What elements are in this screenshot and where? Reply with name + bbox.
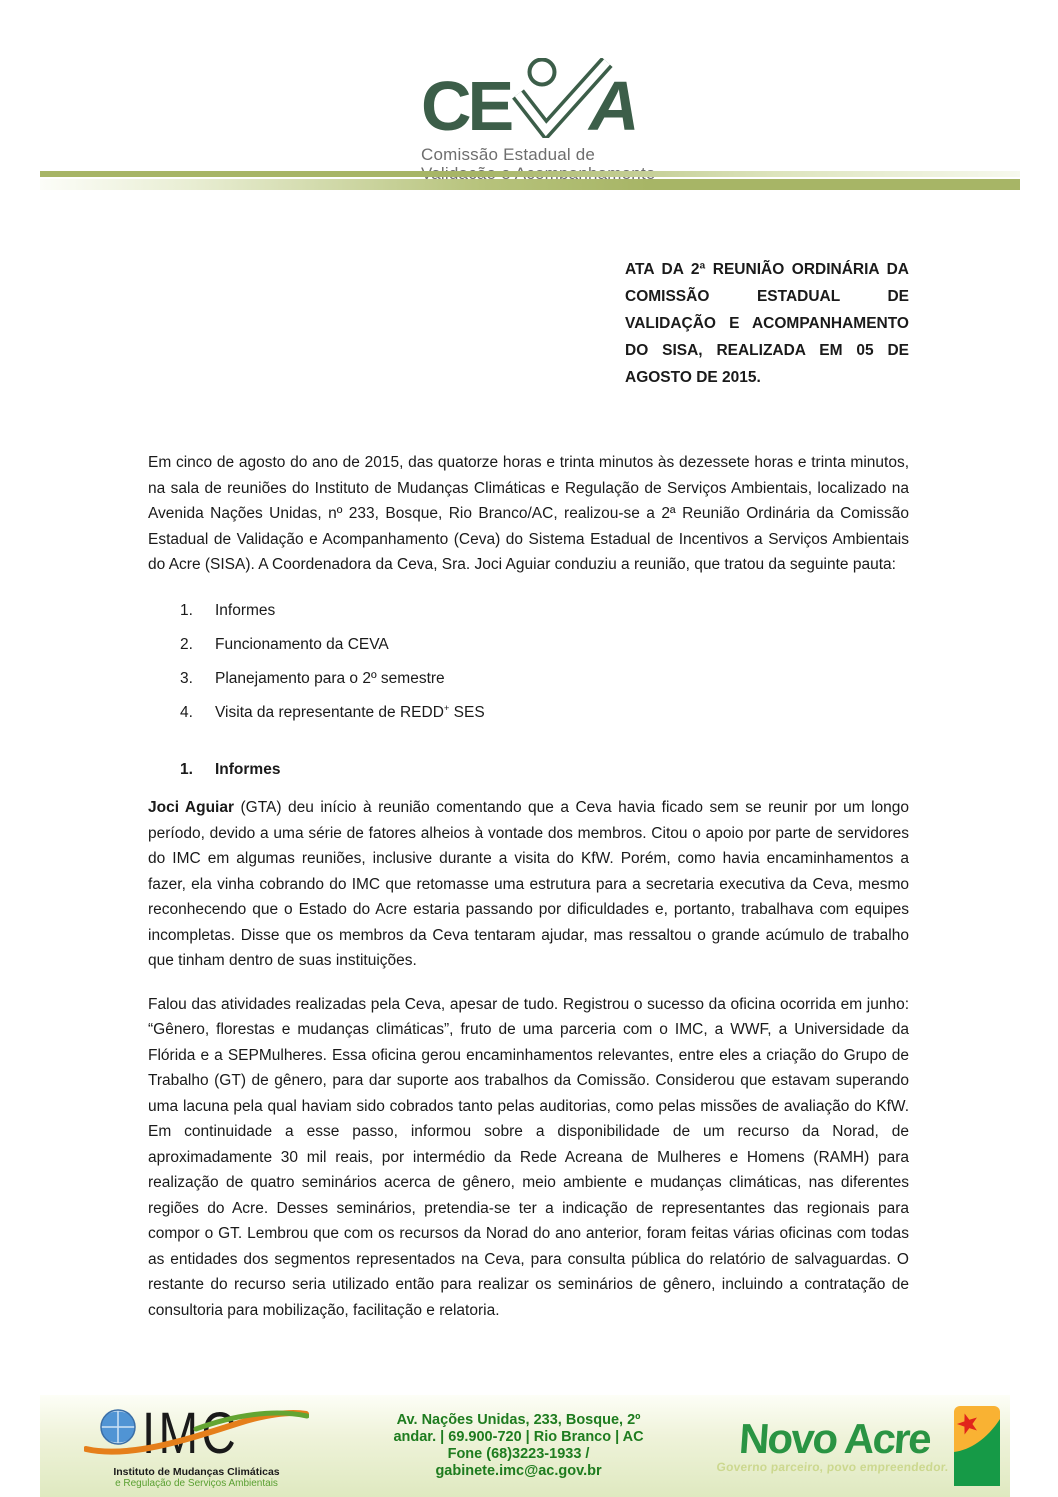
speaker-name: Joci Aguiar	[148, 799, 235, 816]
footer-address	[319, 1412, 718, 1480]
novo-acre-wordmark	[716, 1414, 952, 1474]
page-footer	[40, 1395, 1010, 1497]
address-line-1: Av. Nações Unidas, 233, Bosque, 2º	[396, 1412, 641, 1428]
novo-acre-name: Novo Acre	[737, 1414, 932, 1462]
divider-strip-bottom	[40, 179, 1020, 190]
imc-logo	[74, 1403, 319, 1490]
intro-paragraph: Em cinco de agosto do ano de 2015, das quatorze horas e trinta minutos às dezessete horas e trinta minutos, na sala de reuniões do Instituto de Mudanças Climáticas e Regulação de Serviços Ambientais, localizado na Avenida Nações Unidas, nº 233, Bosque, Rio Branco/AC, realizou-se a 2ª Reunião Ordinária da Comissão Estadual de Validação e Acompanhamento (Ceva) do Sistema Estadual de Incentivos a Serviços Ambientais do Acre (SISA). A Coordenadora da Ceva, Sra. Joci Aguiar conduziu a reunião, que tratou da seguinte pauta:	[148, 454, 909, 573]
agenda-item-number: 1.	[180, 601, 193, 619]
agenda-item-label-post: SES	[449, 703, 485, 721]
agenda-item-3	[180, 666, 909, 692]
svg-text:CE: CE	[421, 67, 511, 138]
address-line-3: Fone (68)3223-1933 /	[447, 1446, 590, 1462]
section-heading-informes	[180, 757, 909, 783]
document-body	[148, 450, 909, 1323]
svg-text:IMC: IMC	[142, 1402, 239, 1461]
divider-strip-top	[40, 171, 1020, 177]
imc-caption-line2: e Regulação de Serviços Ambientais	[115, 1477, 278, 1489]
agenda-item-label: Informes	[215, 601, 276, 619]
novo-acre-logo	[718, 1406, 1000, 1486]
paragraph-atividades: Falou das atividades realizadas pela Ceva, apesar de tudo. Registrou o sucesso da oficina ocorrida em junho: “Gênero, florestas e mudanças climáticas”, fruto de uma parceria com o IMC, a WWF, a Universidade da Flórida e a SEPMulheres. Essa oficina gerou encaminhamentos relevantes, entre eles a criação do Grupo de Trabalho (GT) de gênero, para dar suporte aos trabalhos da Comissão. Considerou que estavam superando uma lacuna pela qual haviam sido cobrados tanto pelas auditorias, como pelas missões de avaliação do KfW. Em continuidade a esse passo, informou sobre a disponibilidade de um recurso da Norad, de aproximadamente 30 mil reais, por intermédio da Rede Acreana de Mulheres e Homens (RAMH) para realização de quatro seminários acerca de gênero, meio ambiente e mudanças climáticas, nas diferentes regiões do Acre. Desses seminários, pretendia-se ter a indicação de representantes das regionais para compor o GT. Lembrou que com os recursos da Norad do ano anterior, foram feitas várias oficinas com todas as entidades dos segmentos representados na Ceva, para consulta pública do relatório de salvaguardas. O restante do recurso seria utilizado então para realizar os seminários de gênero, incluindo a contratação de consultoria para mobilização, facilitação e relatoria.	[148, 995, 909, 1319]
address-line-2: andar. | 69.900-720 | Rio Branco | AC	[393, 1429, 644, 1445]
agenda-item-number: 4.	[180, 703, 193, 721]
agenda-item-label-pre: Visita da representante de REDD	[215, 703, 444, 721]
agenda-item-number: 3.	[180, 669, 193, 687]
agenda-item-4	[180, 700, 909, 726]
ceva-logo-icon	[421, 58, 649, 138]
section-heading-number: 1.	[180, 761, 193, 778]
imc-caption-line1: Instituto de Mudanças Climáticas	[113, 1465, 280, 1478]
ceva-caption-line1: Comissão Estadual de	[421, 145, 596, 164]
redd-plus-superscript: +	[443, 702, 450, 713]
paragraph-joci-aguiar-text: (GTA) deu início à reunião comentando que a Ceva havia ficado sem se reunir por um longo período, devido a uma série de fatores alheios à vontade dos membros. Citou o apoio por parte de servidores do IMC em algumas reuniões, inclusive durante a visita do KfW. Porém, como havia encaminhamentos a fazer, ela vinha cobrando do IMC que retomasse uma estrutura para a secretaria executiva da Ceva, mesmo reconhecendo que o Estado do Acre estaria passando por dificuldades e, portanto, trabalhava com equipes incompletas. Disse que os membros da Ceva tentaram ajudar, mas ressaltou o grande acúmulo de trabalho que tinham dentro de suas instituições.	[148, 799, 909, 969]
agenda-item-1	[180, 598, 909, 624]
agenda-item-number: 2.	[180, 635, 193, 653]
agenda-item-label: Funcionamento da CEVA	[215, 635, 389, 653]
section-heading-label: Informes	[215, 761, 281, 778]
agenda-item-label	[215, 700, 485, 726]
agenda-item-label: Planejamento para o 2º semestre	[215, 669, 445, 687]
novo-acre-flag-icon	[954, 1406, 1000, 1486]
novo-acre-tagline: Governo parceiro, povo empreendedor.	[716, 1459, 950, 1474]
svg-text:A: A	[589, 67, 640, 138]
address-line-4: gabinete.imc@ac.gov.br	[435, 1463, 602, 1479]
agenda-item-2	[180, 632, 909, 658]
header-divider	[40, 171, 1020, 190]
paragraph-joci-aguiar	[148, 795, 909, 974]
imc-logo-icon	[84, 1403, 309, 1461]
ceva-logo	[421, 58, 661, 183]
agenda-list	[148, 598, 909, 726]
document-title: ATA DA 2ª REUNIÃO ORDINÁRIA DA COMISSÃO ESTADUAL DE VALIDAÇÃO E ACOMPANHAMENTO DO SISA, REALIZADA EM 05 DE AGOSTO DE 2015.	[625, 261, 909, 386]
